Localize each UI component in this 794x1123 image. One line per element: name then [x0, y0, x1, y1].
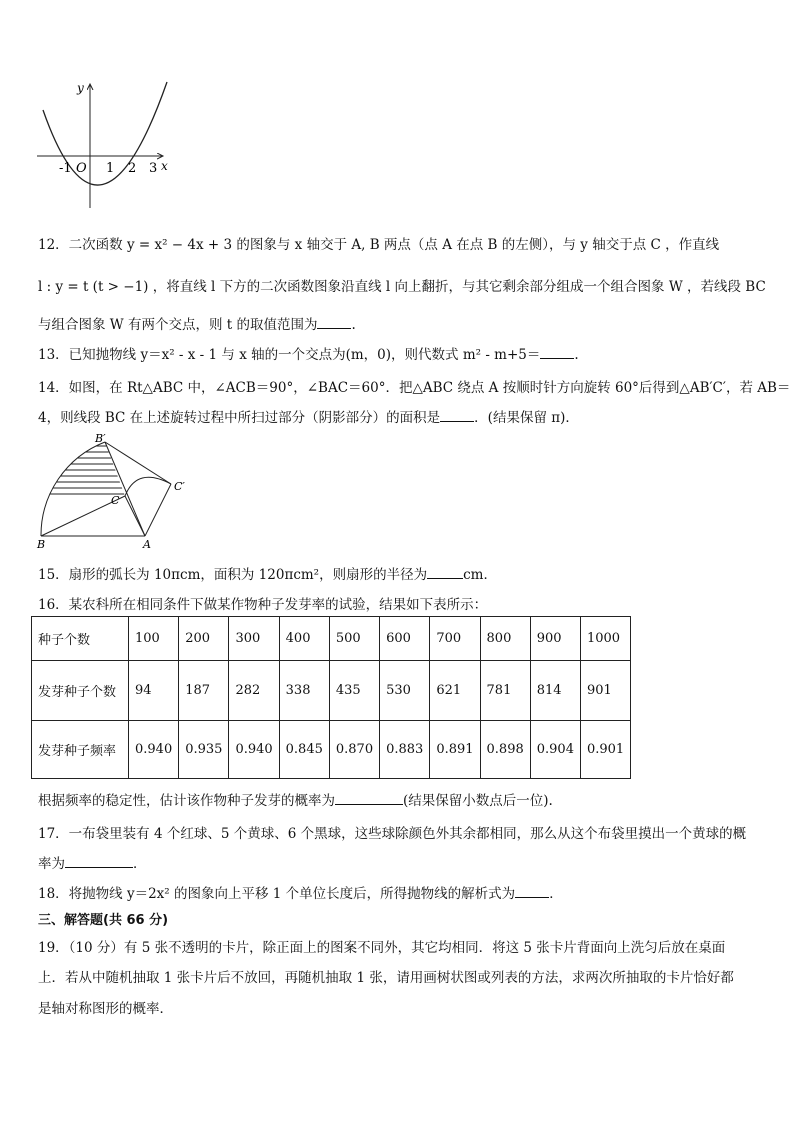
q19-line-1: 19．（10 分）有 5 张不透明的卡片，除正面上的图案不同外，其它均相同．将这 5 张卡片背面向上洗匀后放在桌面: [38, 940, 726, 956]
outer-arc: [41, 442, 105, 536]
q15-line: [38, 563, 497, 583]
q19-line-2: 上．若从中随机抽取 1 张卡片后不放回，再随机抽取 1 张，请用画树状图或列表的方法，求两次所抽取的卡片恰好都: [38, 970, 734, 986]
table-cell: 200: [179, 617, 229, 661]
table-cell: 0.940: [229, 721, 279, 779]
table-cell: 0.901: [580, 721, 630, 779]
answer-blank[interactable]: [540, 346, 574, 359]
table-cell: 700: [430, 617, 480, 661]
table-cell: 500: [329, 617, 379, 661]
table-cell: 0.898: [480, 721, 530, 779]
q12-line-2: l : y = t (t > −1) ，将直线 l 下方的二次函数图象沿直线 l 向上翻折，与其它剩余部分组成一个组合图象 W ，若线段 BC: [38, 279, 766, 295]
table-cell: 300: [229, 617, 279, 661]
answer-blank[interactable]: [65, 855, 133, 868]
axis-label-y: y: [77, 81, 84, 95]
tick-label: O: [76, 161, 87, 176]
row-header: 种子个数: [32, 617, 129, 661]
answer-blank[interactable]: [515, 885, 549, 898]
table-cell: 800: [480, 617, 530, 661]
table-cell: 530: [380, 661, 430, 721]
q18-line: [38, 882, 563, 902]
q14-end: ．(结果保留 π)．: [474, 410, 579, 426]
table-cell: 0.935: [179, 721, 229, 779]
segment-B1C1: [105, 442, 171, 484]
q16-end: (结果保留小数点后一位).: [403, 793, 553, 809]
q13-text: 13．已知抛物线 y＝x² - x - 1 与 x 轴的一个交点为(m，0)，则代数式 m² - m+5＝: [38, 347, 541, 363]
table-cell: 0.845: [279, 721, 329, 779]
q16-after: [38, 789, 553, 809]
table-cell: 400: [279, 617, 329, 661]
table-cell: 900: [530, 617, 580, 661]
table-row: [32, 721, 631, 779]
germination-table: [31, 616, 631, 779]
table-cell: 600: [380, 617, 430, 661]
table-row: [32, 617, 631, 661]
tick-label: 2: [128, 161, 137, 176]
answer-blank[interactable]: [335, 792, 403, 805]
axis-label-x: x: [161, 159, 168, 173]
table-cell: 814: [530, 661, 580, 721]
table-row: [32, 661, 631, 721]
table-cell: 0.891: [430, 721, 480, 779]
q13-line: [38, 343, 579, 363]
row-header: 发芽种子频率: [32, 721, 129, 779]
label-B-prime: B′: [95, 432, 106, 445]
table-cell: 338: [279, 661, 329, 721]
q17-line-2: [38, 852, 147, 872]
tick-label: 1: [106, 161, 115, 176]
q19-line-3: 是轴对称图形的概率．: [38, 1001, 173, 1017]
tick-label: 3: [149, 161, 158, 176]
segment-AB1: [105, 442, 145, 536]
row-header: 发芽种子个数: [32, 661, 129, 721]
table-cell: 100: [129, 617, 179, 661]
tick-label: -1: [59, 161, 72, 176]
table-cell: 1000: [580, 617, 630, 661]
label-B: B: [37, 538, 46, 551]
q18-end: ．: [549, 886, 563, 902]
label-A: A: [143, 538, 151, 551]
answer-blank[interactable]: [440, 409, 474, 422]
q14-line-1: 14．如图，在 Rt△ABC 中，∠ACB＝90°，∠BAC＝60°．把△ABC 绕点 A 按顺时针方向旋转 60°后得到△AB′C′，若 AB＝: [38, 380, 791, 396]
table-cell: 435: [329, 661, 379, 721]
table-cell: 0.904: [530, 721, 580, 779]
table-cell: 781: [480, 661, 530, 721]
table-cell: 901: [580, 661, 630, 721]
q13-end: .: [574, 347, 579, 363]
q16-text: 根据频率的稳定性，估计该作物种子发芽的概率为: [38, 793, 335, 809]
table-cell: 94: [129, 661, 179, 721]
table-cell: 0.940: [129, 721, 179, 779]
q12-end: .: [351, 317, 356, 333]
segment-C1A: [145, 484, 171, 536]
parabola-graph: [35, 78, 175, 213]
section-heading: 三、解答题(共 66 分): [38, 913, 169, 928]
q12-text: 与组合图象 W 有两个交点，则 t 的取值范围为: [38, 317, 318, 333]
q15-end: cm．: [463, 567, 497, 583]
table-cell: 621: [430, 661, 480, 721]
rotation-figure: [33, 432, 203, 554]
q14-text: 4，则线段 BC 在上述旋转过程中所扫过部分（阴影部分）的面积是: [38, 410, 441, 426]
q17-end: ．: [133, 856, 147, 872]
table-cell: 0.883: [380, 721, 430, 779]
table-cell: 187: [179, 661, 229, 721]
table-cell: 282: [229, 661, 279, 721]
label-C-prime: C′: [174, 480, 185, 493]
answer-blank[interactable]: [427, 566, 463, 579]
q14-line-2: [38, 406, 579, 426]
label-C: C: [111, 494, 120, 507]
q16-intro: 16．某农科所在相同条件下做某作物种子发芽率的试验，结果如下表所示：: [38, 597, 488, 613]
q15-text: 15．扇形的弧长为 10πcm，面积为 120πcm²，则扇形的半径为: [38, 567, 428, 583]
table-cell: 0.870: [329, 721, 379, 779]
q18-text: 18．将抛物线 y＝2x² 的图象向上平移 1 个单位长度后，所得抛物线的解析式为: [38, 886, 516, 902]
q17-text: 率为: [38, 856, 65, 872]
q12-line-1: 12．二次函数 y = x² − 4x + 3 的图象与 x 轴交于 A, B 两点（点 A 在点 B 的左侧），与 y 轴交于点 C ，作直线: [38, 237, 720, 253]
q17-line-1: 17．一布袋里装有 4 个红球、5 个黄球、6 个黑球，这些球除颜色外其余都相同，那么从这个布袋里摸出一个黄球的概: [38, 826, 747, 842]
answer-blank[interactable]: [317, 316, 351, 329]
q12-line-3: [38, 313, 356, 333]
